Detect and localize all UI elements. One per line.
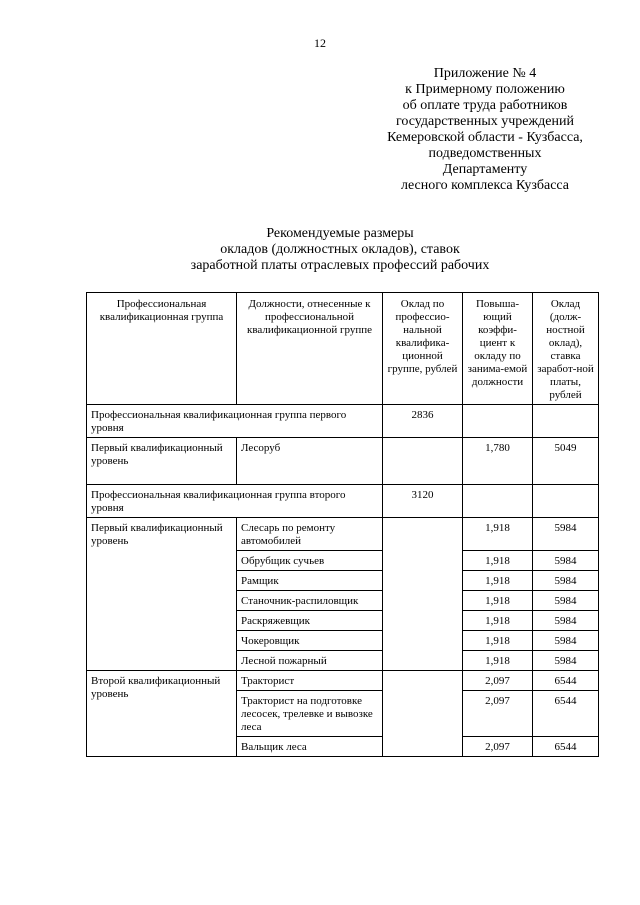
table-row <box>87 438 599 485</box>
level-name: Первый квалификационный уровень <box>87 438 237 485</box>
position-name: Тракторист <box>237 671 383 691</box>
header-positions: Должности, отнесенные к профессиональной квалификационной группе <box>237 293 383 405</box>
salary-cell: 5984 <box>533 591 599 611</box>
salary-cell: 6544 <box>533 671 599 691</box>
header-coefficient: Повыша-ющий коэффи-циент к окладу по занима-емой должности <box>463 293 533 405</box>
empty-cell <box>533 485 599 518</box>
salary-cell: 5984 <box>533 551 599 571</box>
position-name: Раскряжевщик <box>237 611 383 631</box>
appendix-line: государственных учреждений <box>396 114 574 129</box>
group-title: Профессиональная квалификационная группа второго уровня <box>87 485 383 518</box>
position-name: Тракторист на подготовке лесосек, трелевке и вывозке леса <box>237 691 383 737</box>
salary-cell: 6544 <box>533 737 599 757</box>
position-name: Вальщик леса <box>237 737 383 757</box>
title-line: заработной платы отраслевых профессий рабочих <box>190 258 490 273</box>
header-salary: Оклад (долж-ностной оклад), ставка зарабoт-ной платы, рублей <box>533 293 599 405</box>
coefficient-cell: 1,918 <box>463 551 533 571</box>
coefficient-cell: 1,780 <box>463 438 533 485</box>
appendix-line: к Примерному положению <box>405 82 565 97</box>
table-header-row <box>87 293 599 405</box>
coefficient-cell: 1,918 <box>463 591 533 611</box>
position-name: Рамщик <box>237 571 383 591</box>
salary-cell: 5049 <box>533 438 599 485</box>
appendix-line: подведомственных <box>428 146 542 161</box>
table-row <box>87 518 599 551</box>
salary-cell: 5984 <box>533 611 599 631</box>
salary-cell: 5984 <box>533 518 599 551</box>
document-title <box>100 226 580 274</box>
position-name: Чокеровщик <box>237 631 383 651</box>
group-base-salary: 2836 <box>383 405 463 438</box>
empty-cell <box>463 485 533 518</box>
coefficient-cell: 2,097 <box>463 691 533 737</box>
header-base-salary: Оклад по профессио-нальной квалифика-ционной группе, рублей <box>383 293 463 405</box>
empty-cell <box>533 405 599 438</box>
position-name: Лесной пожарный <box>237 651 383 671</box>
header-group: Профессиональная квалификационная группа <box>87 293 237 405</box>
coefficient-cell: 1,918 <box>463 651 533 671</box>
group-base-salary: 3120 <box>383 485 463 518</box>
appendix-line: Приложение № 4 <box>433 66 537 81</box>
salary-cell: 5984 <box>533 651 599 671</box>
group-row <box>87 485 599 518</box>
group-row <box>87 405 599 438</box>
position-name: Обрубщик сучьев <box>237 551 383 571</box>
coefficient-cell: 1,918 <box>463 571 533 591</box>
title-line: окладов (должностных окладов), ставок <box>220 242 460 257</box>
table-row <box>87 671 599 691</box>
empty-cell <box>383 518 463 671</box>
coefficient-cell: 1,918 <box>463 611 533 631</box>
appendix-line: Департаменту <box>442 162 528 177</box>
empty-cell <box>383 438 463 485</box>
position-name: Станочник-распиловщик <box>237 591 383 611</box>
group-title: Профессиональная квалификационная группа первого уровня <box>87 405 383 438</box>
salary-cell: 5984 <box>533 631 599 651</box>
empty-cell <box>383 671 463 757</box>
title-line: Рекомендуемые размеры <box>266 226 414 241</box>
appendix-line: лесного комплекса Кузбасса <box>400 178 570 193</box>
appendix-line: об оплате труда работников <box>402 98 568 113</box>
coefficient-cell: 1,918 <box>463 518 533 551</box>
appendix-line: Кемеровской области - Кузбасса, <box>387 130 583 145</box>
level-name: Второй квалификационный уровень <box>87 671 237 757</box>
salary-cell: 5984 <box>533 571 599 591</box>
salary-table <box>86 292 599 757</box>
position-name: Лесоруб <box>237 438 383 485</box>
coefficient-cell: 2,097 <box>463 737 533 757</box>
level-name: Первый квалификационный уровень <box>87 518 237 671</box>
coefficient-cell: 2,097 <box>463 671 533 691</box>
position-name: Слесарь по ремонту автомобилей <box>237 518 383 551</box>
empty-cell <box>463 405 533 438</box>
appendix-header <box>360 66 610 194</box>
page-number: 12 <box>314 36 326 50</box>
coefficient-cell: 1,918 <box>463 631 533 651</box>
salary-cell: 6544 <box>533 691 599 737</box>
